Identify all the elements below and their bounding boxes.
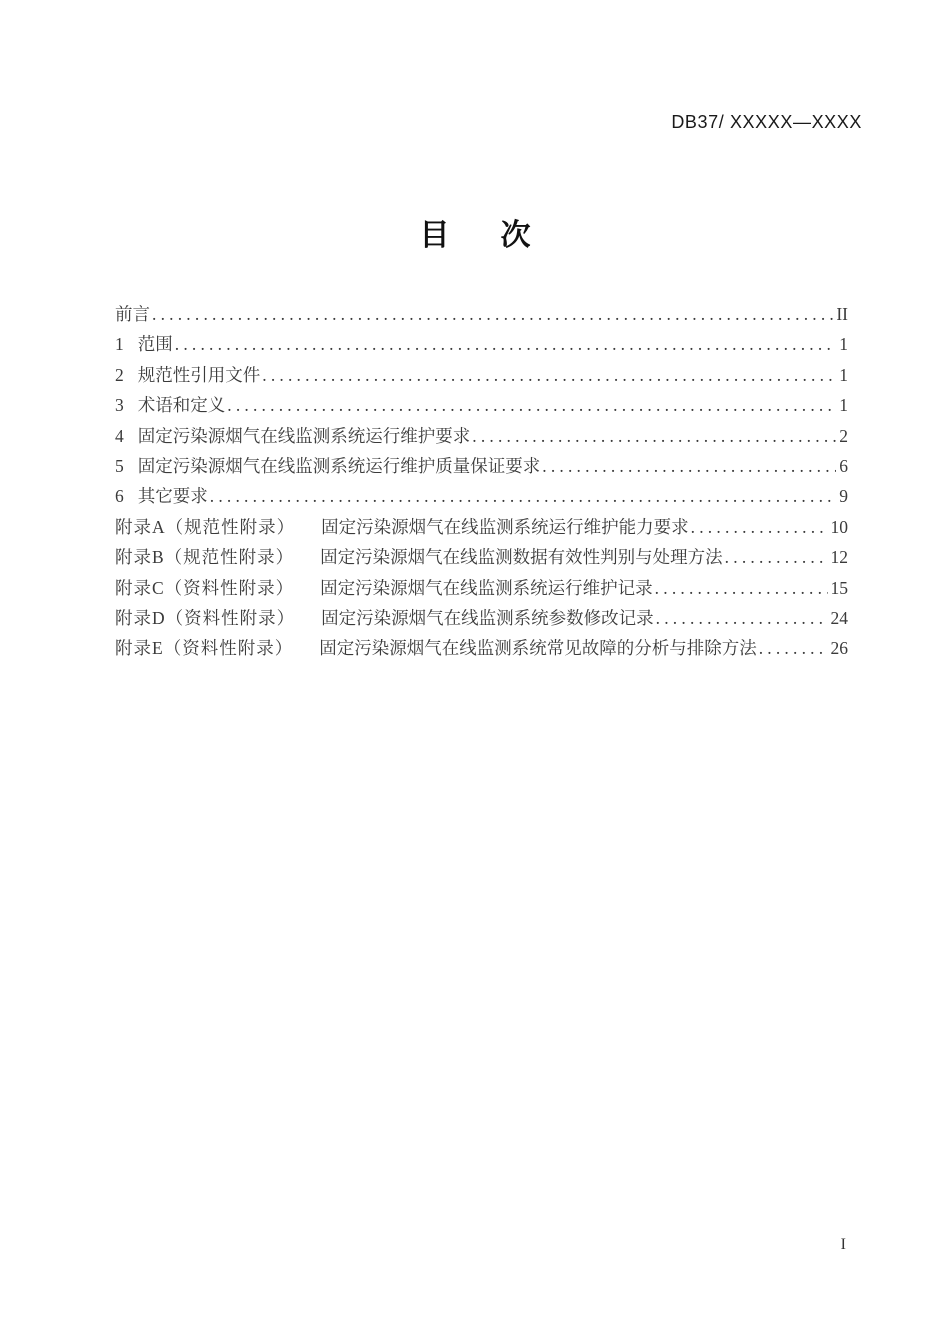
- toc-entry-title: 其它要求: [137, 486, 208, 507]
- toc-entry-title: 术语和定义: [137, 395, 226, 416]
- toc-entry-page: 24: [830, 607, 848, 628]
- toc-row[interactable]: [115, 633, 848, 663]
- toc-entry-page: 6: [839, 455, 848, 476]
- toc-entry-number: 4: [115, 425, 124, 446]
- toc-row[interactable]: [115, 451, 848, 481]
- toc-row[interactable]: [115, 360, 848, 390]
- toc-list: [115, 299, 848, 664]
- toc-entry-title: 固定污染源烟气在线监测系统参数修改记录: [321, 607, 654, 628]
- toc-entry-page: 1: [839, 334, 848, 355]
- toc-entry-title: 固定污染源烟气在线监测系统运行维护质量保证要求: [137, 455, 541, 476]
- toc-row[interactable]: [115, 573, 848, 603]
- toc-entry-page: 9: [839, 486, 848, 507]
- page-title: 目 次: [419, 218, 541, 253]
- toc-row[interactable]: [115, 542, 848, 572]
- toc-row[interactable]: [115, 481, 848, 511]
- toc-row[interactable]: [115, 603, 848, 633]
- toc-entry-number: 附录D（资料性附录）: [115, 607, 296, 628]
- toc-row[interactable]: [115, 299, 848, 329]
- toc-row[interactable]: [115, 421, 848, 451]
- toc-entry-page: 26: [830, 638, 848, 659]
- toc-entry-number: 5: [115, 455, 124, 476]
- toc-row[interactable]: [115, 329, 848, 359]
- toc-entry-title: 范围: [137, 334, 173, 355]
- toc-entry-number: 6: [115, 486, 124, 507]
- toc-entry-title: 固定污染源烟气在线监测数据有效性判别与处理方法: [320, 547, 723, 568]
- toc-entry-page: II: [836, 304, 848, 324]
- toc-entry-title: 固定污染源烟气在线监测系统常见故障的分析与排除方法: [319, 638, 757, 659]
- toc-dot-leader: [655, 573, 828, 603]
- toc-entry-page: 2: [839, 425, 848, 446]
- toc-entry-page: 1: [839, 364, 848, 385]
- toc-dot-leader: [691, 512, 828, 542]
- toc-dot-leader: [152, 299, 833, 329]
- toc-entry-page: 1: [839, 395, 848, 416]
- toc-dot-leader: [210, 481, 837, 511]
- toc-entry-title: 前言: [115, 304, 150, 324]
- toc-dot-leader: [262, 360, 836, 390]
- toc-dot-leader: [472, 421, 836, 451]
- toc-entry-number: 1: [115, 334, 124, 355]
- toc-entry-number: 附录B（规范性附录）: [115, 547, 295, 568]
- toc-entry-page: 10: [830, 516, 848, 537]
- toc-row[interactable]: [115, 390, 848, 420]
- toc-entry-title: 规范性引用文件: [137, 364, 261, 385]
- toc-dot-leader: [656, 603, 828, 633]
- toc-dot-leader: [759, 633, 828, 663]
- toc-dot-leader: [542, 451, 836, 481]
- toc-entry-page: 12: [830, 547, 848, 568]
- toc-entry-title: 固定污染源烟气在线监测系统运行维护能力要求: [321, 516, 689, 537]
- toc-entry-number: 2: [115, 364, 124, 385]
- toc-row[interactable]: [115, 512, 848, 542]
- toc-entry-number: 附录E（资料性附录）: [115, 638, 294, 659]
- toc-entry-number: 附录C（资料性附录）: [115, 577, 295, 598]
- toc-entry-title: 固定污染源烟气在线监测系统运行维护记录: [320, 577, 653, 598]
- toc-entry-number: 3: [115, 395, 124, 416]
- toc-entry-page: 15: [830, 577, 848, 598]
- toc-dot-leader: [227, 390, 836, 420]
- doc-code: DB37/ XXXXX—XXXX: [671, 112, 862, 132]
- toc-dot-leader: [175, 329, 837, 359]
- toc-entry-title: 固定污染源烟气在线监测系统运行维护要求: [137, 425, 471, 446]
- toc-dot-leader: [725, 542, 828, 572]
- footer-page-number: I: [840, 1236, 846, 1253]
- toc-entry-number: 附录A（规范性附录）: [115, 516, 296, 537]
